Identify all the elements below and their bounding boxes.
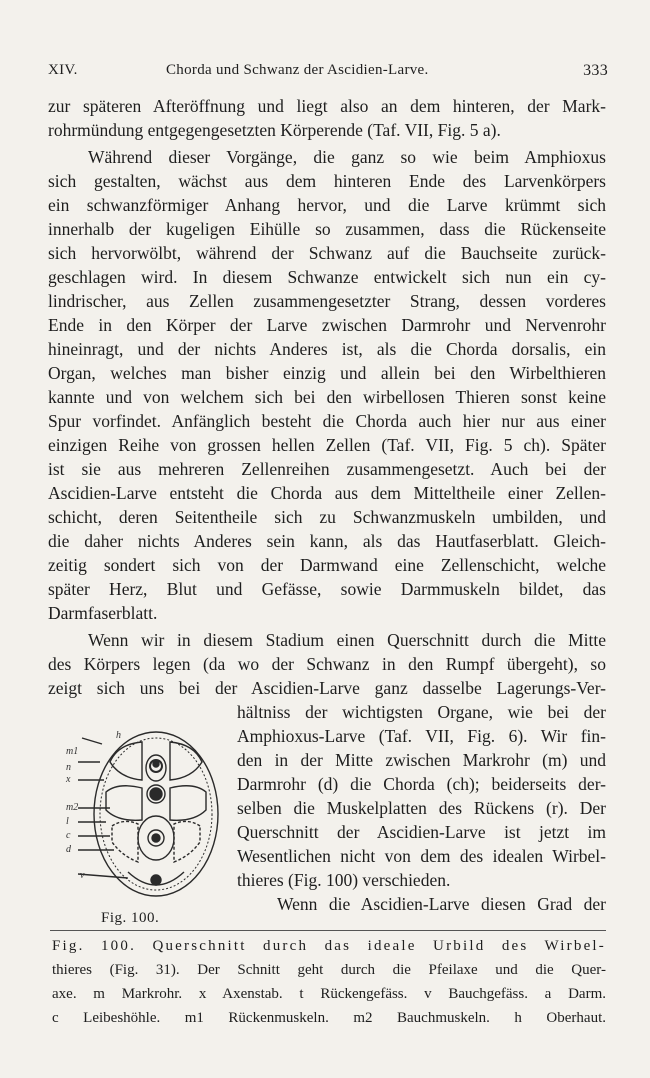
- text-line: Spur vorfindet. Anfänglich besteht die Chorda auch hier nur aus einer: [48, 411, 606, 431]
- fig-letter-m1: m1: [66, 746, 79, 757]
- fig-letter-d: d: [66, 844, 71, 855]
- text-line: Darmfaserblatt.: [48, 603, 158, 623]
- text-line: Während dieser Vorgänge, die ganz so wie beim Amphioxus: [88, 147, 606, 167]
- text-line: später Herz, Blut und Gefässe, sowie Darmmuskeln bildet, das: [48, 579, 606, 599]
- text-line: hältniss der wichtigsten Organe, wie bei der: [237, 702, 606, 722]
- caption-line: axe. m Markrohr. x Axenstab. t Rückengefäss. v Bauchgefäss. a Darm.: [52, 986, 606, 1002]
- text-line: hineinragt, und der nichts Anderes ist, als die Chorda dorsalis, ein: [48, 339, 606, 359]
- text-line: thieres (Fig. 100) verschieden.: [237, 870, 451, 890]
- text-line: ein schwanzförmiger Anhang hervor, und die Larve krümmt sich: [48, 195, 606, 215]
- text-line: zeigt sich uns bei der Ascidien-Larve ganz dasselbe Lagerungs-Ver-: [48, 678, 606, 698]
- fig-letter-h: h: [116, 730, 121, 741]
- fig-letter-n: n: [66, 762, 71, 773]
- text-line: kannte und von welchem sich bei den wirbellosen Thieren sonst keine: [48, 387, 606, 407]
- text-line: Wenn die Ascidien-Larve diesen Grad der: [277, 894, 606, 914]
- text-line: sich gestalten, wächst aus dem hinteren Ende des Larvenkörpers: [48, 171, 606, 191]
- text-line: geschlagen wird. In diesem Schwanze entwickelt sich nun ein cy-: [48, 267, 606, 287]
- running-title: Chorda und Schwanz der Ascidien-Larve.: [166, 62, 429, 78]
- text-line: schicht, deren Seitentheile sich zu Schwanzmuskeln umbilden, und: [48, 507, 606, 527]
- page-header: [48, 62, 608, 86]
- caption-line: Fig. 100. Querschnitt durch das ideale Urbild des Wirbel-: [52, 938, 606, 954]
- fig-letter-x: x: [66, 774, 71, 785]
- text-line: rohrmündung entgegengesetzten Körperende (Taf. VII, Fig. 5 a).: [48, 120, 501, 140]
- text-line: zur späteren Afteröffnung und liegt also an dem hinteren, der Mark-: [48, 96, 606, 116]
- fig-letter-l: l: [66, 816, 69, 827]
- text-line: den in der Mitte zwischen Markrohr (m) und: [237, 750, 606, 770]
- text-line: Wesentlichen nicht von dem des idealen Wirbel-: [237, 846, 606, 866]
- text-line: Darmrohr (d) die Chorda (ch); beiderseits der-: [237, 774, 606, 794]
- text-line: selben die Muskelplatten des Rückens (r). Der: [237, 798, 606, 818]
- fig-letter-c: c: [66, 830, 71, 841]
- text-line: Organ, welches man bisher einzig und allein bei den Wirbelthieren: [48, 363, 606, 383]
- caption-line: thieres (Fig. 31). Der Schnitt geht durch die Pfeilaxe und die Quer-: [52, 962, 606, 978]
- chapter-number: XIV.: [48, 62, 78, 78]
- figure-label: Fig. 100.: [101, 910, 160, 926]
- text-line: Wenn wir in diesem Stadium einen Querschnitt durch die Mitte: [88, 630, 606, 650]
- caption-rule: [50, 930, 606, 931]
- text-line: die daher nichts Anderes sein kann, als das Hautfaserblatt. Gleich-: [48, 531, 606, 551]
- caption-line: c Leibeshöhle. m1 Rückenmuskeln. m2 Bauchmuskeln. h Oberhaut.: [52, 1010, 606, 1026]
- text-line: zeitig sondert sich von der Darmwand eine Zellenschicht, welche: [48, 555, 606, 575]
- text-line: Ascidien-Larve entsteht die Chorda aus dem Mitteltheile einer Zellen-: [48, 483, 606, 503]
- text-line: Ende in den Körper der Larve zwischen Darmrohr und Nervenrohr: [48, 315, 606, 335]
- text-line: lindrischer, aus Zellen zusammengesetzter Strang, dessen vorderes: [48, 291, 606, 311]
- cross-section-figure: [58, 722, 230, 912]
- text-line: innerhalb der kugeligen Eihülle so zusammen, dass die Rückenseite: [48, 219, 606, 239]
- text-line: des Körpers legen (da wo der Schwanz in den Rumpf übergeht), so: [48, 654, 606, 674]
- text-line: einzigen Reihe von grossen hellen Zellen (Taf. VII, Fig. 5 ch). Später: [48, 435, 606, 455]
- cross-section-drawing: [58, 722, 230, 912]
- page-number: 333: [583, 62, 608, 79]
- text-line: Querschnitt der Ascidien-Larve ist jetzt im: [237, 822, 606, 842]
- text-line: ist sie aus mehreren Zellenreihen zusammengesetzt. Auch bei der: [48, 459, 606, 479]
- text-line: sich hervorwölbt, während der Schwanz auf die Bauchseite zurück-: [48, 243, 606, 263]
- fig-letter-m2: m2: [66, 802, 79, 813]
- fig-letter-v: v: [80, 870, 85, 881]
- text-line: Amphioxus-Larve (Taf. VII, Fig. 6). Wir fin-: [237, 726, 606, 746]
